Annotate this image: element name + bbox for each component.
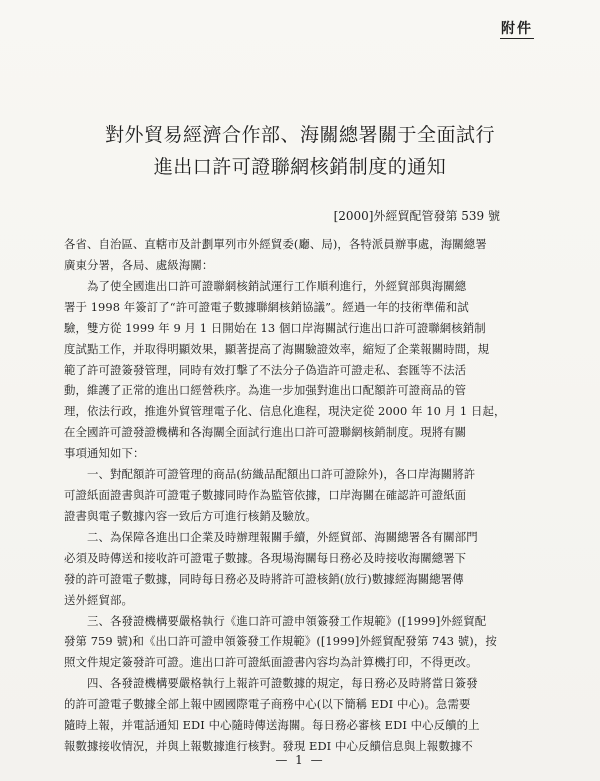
body-line: 照文件規定簽發許可證。進出口許可證紙面證書內容均為計算機打印，不得更改。	[64, 655, 478, 669]
body-line: 範了許可證簽發管理，同時有效打擊了不法分子偽造許可證走私、套匯等不法活	[64, 363, 467, 377]
body-line: 可證紙面證書與許可證電子數據同時作為監管依據，口岸海關在確認許可證紙面	[64, 488, 467, 502]
body-line: 一、對配額許可證管理的商品(紡織品配額出口許可證除外)，各口岸海關將許	[87, 467, 476, 481]
document-number: [2000]外經貿配管發第 539 號	[333, 209, 500, 223]
body-line: 理，依法行政，推進外貿管理電子化、信息化進程，現決定從 2000 年 10 月 1 日起，	[64, 404, 506, 418]
body-line: 署于 1998 年簽訂了“許可證電子數據聯網核銷協議”。經過一年的技術準備和試	[64, 300, 469, 314]
body-line: 驗，雙方從 1999 年 9 月 1 日開始在 13 個口岸海關試行進出口許可證聯網核銷制	[64, 321, 486, 335]
title-line-2: 進出口許可證聯網核銷制度的通知	[153, 156, 447, 178]
body-line: 的許可證電子數據全部上報中國國際電子商務中心(以下簡稱 EDI 中心)。急需要	[64, 697, 471, 711]
body-line: 事項通知如下：	[64, 446, 145, 460]
body-line: 發第 759 號)和《出口許可證申領簽發工作規範》([1999]外經貿配發第 743 號)，按	[64, 634, 497, 648]
body-line: 發的許可證電子數據，同時每日務必及時將許可證核銷(放行)數據經海關總署傳	[64, 572, 464, 586]
attachment-label: 附件	[501, 21, 533, 37]
body-line: 為了使全國進出口許可證聯網核銷試運行工作順利進行，外經貿部與海關總	[87, 279, 467, 293]
body-line: 證書與電子數據內容一致后方可進行核銷及驗放。	[64, 509, 317, 523]
body-line: 隨時上報，并電話通知 EDI 中心隨時傳送海關。每日務必審核 EDI 中心反饋的上	[64, 718, 480, 732]
body-line: 送外經貿部。	[64, 593, 133, 607]
body-line: 度試點工作，并取得明顯效果，顯著提高了海關驗證效率，縮短了企業報關時間，規	[64, 342, 490, 356]
page-number: — 1 —	[275, 753, 325, 767]
title-line-1: 對外貿易經濟合作部、海關總署關于全面試行	[104, 124, 495, 146]
addressee-line: 廣東分署，各局、處級海關：	[64, 258, 214, 272]
body-line: 必須及時傳送和接收許可證電子數據。各現場海關每日務必及時接收海關總署下	[64, 551, 467, 565]
body-line: 三、各發證機構要嚴格執行《進口許可證申領簽發工作規範》([1999]外經貿配	[87, 614, 487, 628]
body-line: 動，維護了正常的進出口經營秩序。為進一步加强對進出口配額許可證商品的管	[64, 383, 467, 397]
body-line: 在全國許可證發證機構和各海關全面試行進出口許可證聯網核銷制度。現將有關	[64, 425, 467, 439]
addressee-line: 各省、自治區、直轄市及計劃單列市外經貿委(廳、局)，各特派員辦事處，海關總署	[64, 237, 487, 251]
body-line: 報數據接收情況，并與上報數據進行核對。發現 EDI 中心反饋信息與上報數據不	[64, 739, 473, 753]
body-line: 四、各發證機構要嚴格執行上報許可證數據的規定，每日務必及時將當日簽發	[87, 676, 478, 690]
body-line: 二、為保障各進出口企業及時辦理報關手續，外經貿部、海關總署各有關部門	[87, 530, 478, 544]
